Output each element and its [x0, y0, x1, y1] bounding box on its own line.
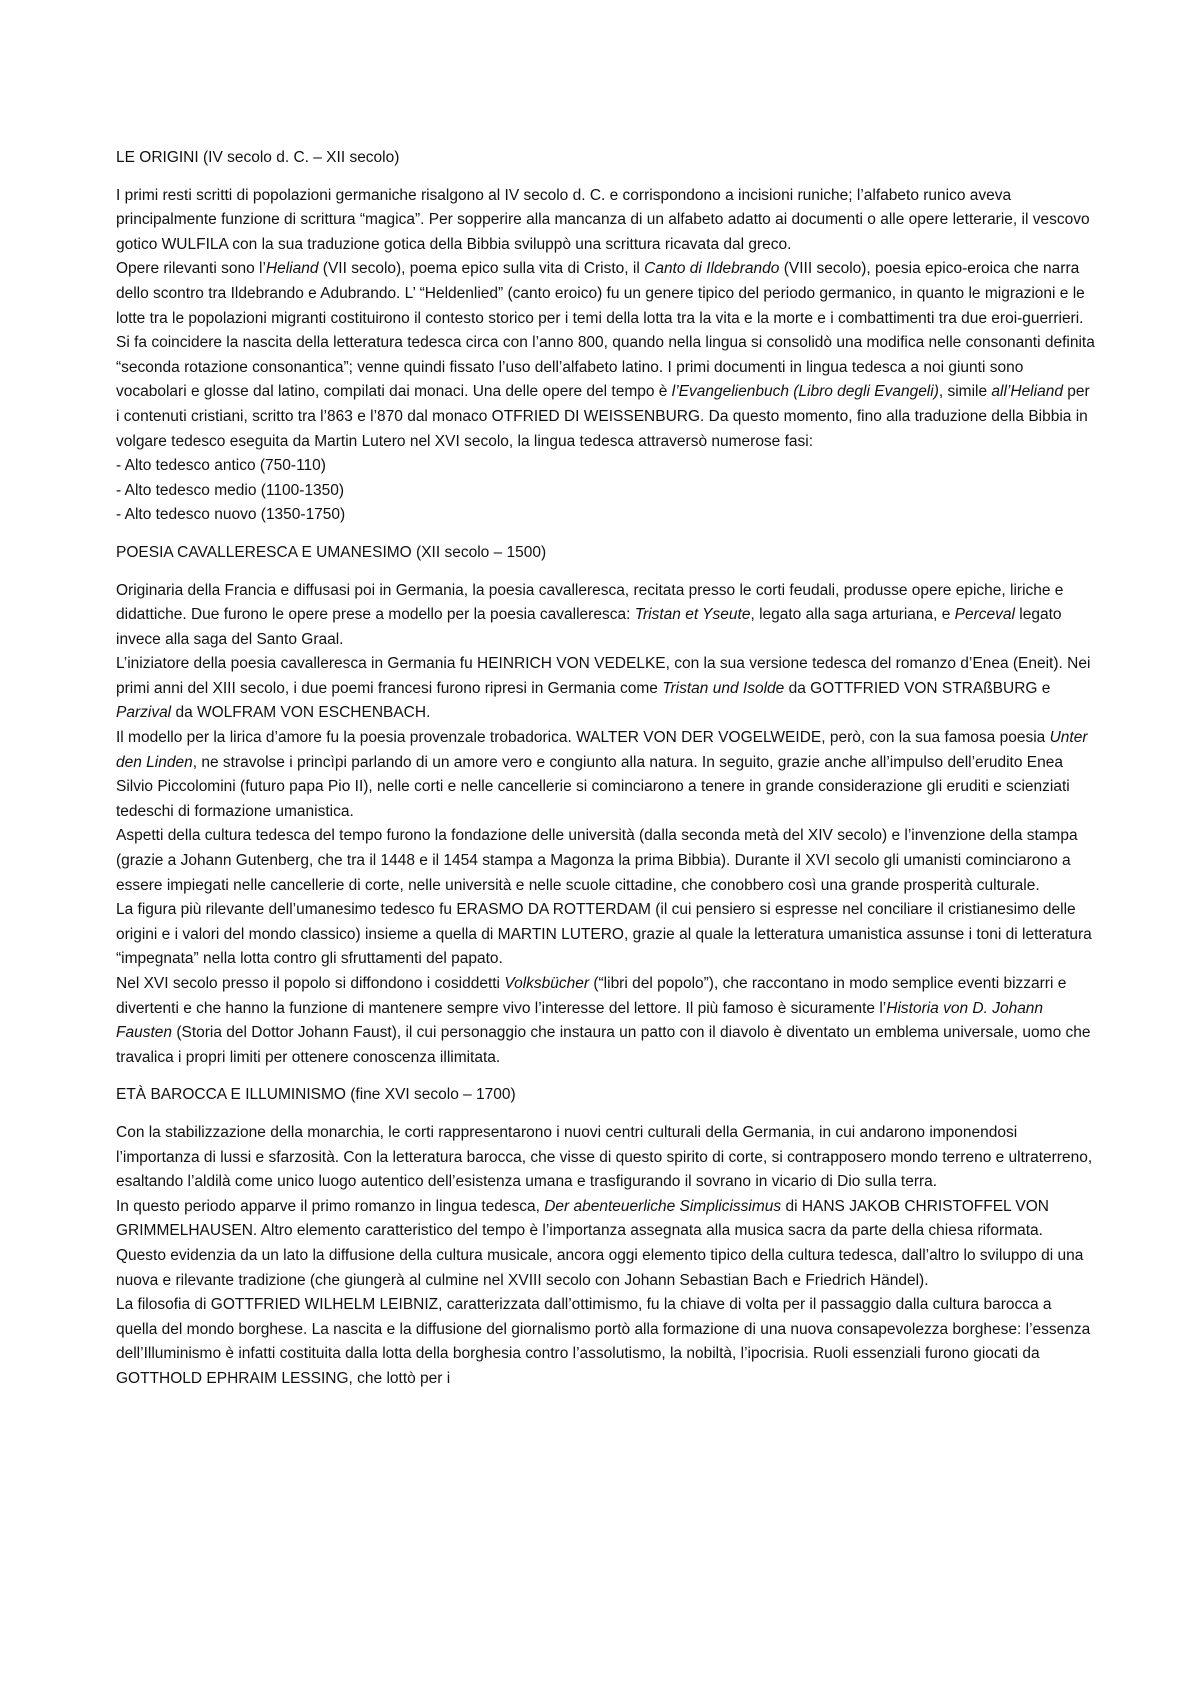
text-run: (Storia del Dottor Johann Faust), il cui personaggio che instaura un patto con il diavolo è diventato un emblema universale, uomo che travalica i propri limiti per ottenere conoscenza illimitata.	[116, 1024, 1091, 1066]
text-run: per i contenuti cristiani, scritto tra l’863 e l’870 dal monaco OTFRIED DI WEISSENBURG. Da questo momento, fino alla traduzione della Bibbia in volgare tedesco eseguita da Martin Lutero nel XVI secolo, la lingua tedesca attraversò numerose fasi:	[116, 383, 1090, 450]
text-run: La filosofia di GOTTFRIED WILHELM LEIBNIZ, caratterizzata dall’ottimismo, fu la chiave di volta per il passaggio dalla cultura barocca a quella del mondo borghese. La nascita e la diffusione del giornalismo portò alla formazione di una nuova consapevolezza borghese: l’essenza dell’Illuminismo è infatti costituita dalla lotta della borghesia contro l’assolutismo, la nobiltà, l’ipocrisia. Ruoli essenziali furono giocati da GOTTHOLD EPHRAIM LESSING, che lottò per i	[116, 1296, 1091, 1387]
section-heading: LE ORIGINI (IV secolo d. C. – XII secolo)	[116, 149, 400, 166]
text-run: legato invece alla saga del Santo Graal.	[116, 606, 1062, 648]
section-heading: POESIA CAVALLERESCA E UMANESIMO (XII secolo – 1500)	[116, 543, 547, 561]
text-run: Nel XVI secolo presso il popolo si diffondono i cosiddetti	[116, 975, 505, 992]
paragraph	[116, 726, 1096, 824]
section-heading: ETÀ BAROCCA E ILLUMINISMO (fine XVI secolo – 1700)	[116, 1086, 516, 1104]
italic-title: Volksbücher	[504, 975, 590, 992]
italic-title: Perceval	[954, 606, 1015, 624]
paragraph	[116, 1121, 1096, 1195]
list-item: - Alto tedesco medio (1100-1350)	[116, 481, 345, 499]
paragraph	[116, 1293, 1096, 1391]
text-run: di HANS JAKOB CHRISTOFFEL VON GRIMMELHAUSEN. Altro elemento caratteristico del tempo è l’importanza assegnata alla musica sacra da parte della chiesa riformata. Questo evidenzia da un lato la diffusione della cultura musicale, ancora oggi elemento tipico della cultura tedesca, dall’altro lo sviluppo di una nuova e rilevante tradizione (che giungerà al culmine nel XVIII secolo con Johann Sebastian Bach e Friedrich Händel).	[116, 1197, 1084, 1289]
text-run: (“libri del popolo”), che raccontano in modo semplice eventi bizzarri e divertenti e che hanno la funzione di mantenere sempre vivo l’interesse del lettore. Il più famoso è sicuramente l’	[116, 975, 1067, 1017]
paragraph	[116, 331, 1096, 454]
text-run: L’iniziatore della poesia cavalleresca in Germania fu HEINRICH VON VEDELKE, con la sua versione tedesca del romanzo d’Enea (Eneit). Nei primi anni del XIII secolo, i due poemi francesi furono ripresi in Germania come	[116, 655, 1091, 697]
text-run: I primi resti scritti di popolazioni germaniche risalgono al IV secolo d. C. e corrispondono a incisioni runiche; l’alfabeto runico aveva principalmente funzione di scrittura “magica”. Per sopperire alla mancanza di un alfabeto adatto ai documenti o alle opere letterarie, il vescovo gotico WULFILA con la sua traduzione gotica della Bibbia sviluppò una scrittura ricavata dal greco.	[116, 186, 1090, 253]
text-run: , legato alla saga arturiana, e	[750, 606, 955, 624]
italic-title: l’Evangelienbuch (Libro degli Evangeli)	[671, 383, 939, 401]
text-run: In questo periodo apparve il primo romanzo in lingua tedesca,	[116, 1197, 545, 1215]
section-2	[116, 541, 1096, 1070]
text-run: Il modello per la lirica d’amore fu la poesia provenzale trobadorica. WALTER VON DER VOGELWEIDE, però, con la sua famosa poesia	[116, 729, 1050, 747]
paragraph	[116, 257, 1096, 331]
italic-title: Unter den Linden	[116, 729, 1088, 771]
paragraph	[116, 579, 1096, 653]
text-run: Si fa coincidere la nascita della letteratura tedesca circa con l’anno 800, quando nella lingua si consolidò una modifica nelle consonanti definita “seconda rotazione consonantica”; venne quindi fissato l’uso dell’alfabeto latino. I primi documenti in lingua tedesca a noi giunti sono vocabolari e glosse dal latino, compilati dai monaci. Una delle opere del tempo è	[116, 334, 1095, 401]
text-run: Aspetti della cultura tedesca del tempo furono la fondazione delle università (dalla seconda metà del XIV secolo) e l’invenzione della stampa (grazie a Johann Gutenberg, che tra il 1448 e il 1454 stampa a Magonza la prima Bibbia). Durante il XVI secolo gli umanisti cominciarono a essere impiegati nelle cancellerie di corte, nelle università e nelle scuole cittadine, che conobbero così una grande prosperità culturale.	[116, 827, 1078, 894]
section-1	[116, 146, 1096, 528]
text-run: La figura più rilevante dell’umanesimo tedesco fu ERASMO DA ROTTERDAM (il cui pensiero si espresse nel conciliare il cristianesimo delle origini e i valori del mondo classico) insieme a quella di MARTIN LUTERO, grazie al quale la letteratura umanistica assunse i toni di letteratura “impegnata” nella lotta contro gli sfruttamenti del papato.	[116, 901, 1092, 968]
paragraph	[116, 652, 1096, 726]
text-run: Con la stabilizzazione della monarchia, le corti rappresentarono i nuovi centri culturali della Germania, in cui andarono imponendosi l’importanza di lussi e sfarzosità. Con la letteratura barocca, che visse di questo spirito di corte, si contrapposero mondo terreno e ultraterreno, esaltando l’aldilà come unico luogo autentico dell’esistenza umana e trasfigurando il sovrano in vicario di Dio sulla terra.	[116, 1123, 1093, 1191]
text-run: , simile	[938, 383, 992, 401]
paragraph	[116, 898, 1096, 972]
text-run: , ne stravolse i princìpi parlando di un amore vero e congiunto alla natura. In seguito, grazie anche all’impulso dell’erudito Enea Silvio Piccolomini (futuro papa Pio II), nelle corti e nelle cancellerie si cominciarono a tenere in grande considerazione gli eruditi e scienziati tedeschi di formazione umanistica.	[116, 753, 1070, 820]
italic-title: Der abenteuerliche Simplicissimus	[544, 1197, 782, 1215]
paragraph	[116, 972, 1096, 1070]
phase-list	[116, 454, 1096, 528]
list-item: - Alto tedesco nuovo (1350-1750)	[116, 506, 346, 524]
text-run: Opere rilevanti sono l’	[116, 260, 266, 278]
italic-title: Tristan et Yseute	[634, 606, 751, 624]
text-run: (VII secolo), poema epico sulla vita di Cristo, il	[318, 260, 645, 278]
paragraph	[116, 824, 1096, 898]
italic-title: Tristan und Isolde	[662, 679, 785, 697]
text-run: (VIII secolo), poesia epico-eroica che narra dello scontro tra Ildebrando e Adubrando. L’ “Heldenlied” (canto eroico) fu un genere tipico del periodo germanico, in quanto le migrazioni e le lotte tra le popolazioni migranti costituirono il contesto storico per i temi della lotta tra la vita e la morte e i combattimenti tra due eroi-guerrieri.	[116, 260, 1085, 327]
text-run: da WOLFRAM VON ESCHENBACH.	[171, 704, 431, 722]
italic-title: all’Heliand	[991, 383, 1063, 401]
document-page	[116, 146, 1096, 1405]
italic-title: Historia von D. Johann Fausten	[116, 999, 1044, 1042]
text-run: Originaria della Francia e diffusasi poi in Germania, la poesia cavalleresca, recitata presso le corti feudali, produsse opere epiche, liriche e didattiche. Due furono le opere prese a modello per la poesia cavalleresca:	[116, 581, 1064, 624]
section-3	[116, 1083, 1096, 1391]
paragraph	[116, 1195, 1096, 1293]
italic-title: Parzival	[116, 704, 172, 722]
paragraph	[116, 184, 1096, 258]
list-item: - Alto tedesco antico (750-110)	[116, 457, 326, 475]
text-run: da GOTTFRIED VON STRAßBURG e	[784, 679, 1051, 697]
italic-title: Heliand	[265, 260, 319, 278]
italic-title: Canto di Ildebrando	[644, 260, 780, 278]
